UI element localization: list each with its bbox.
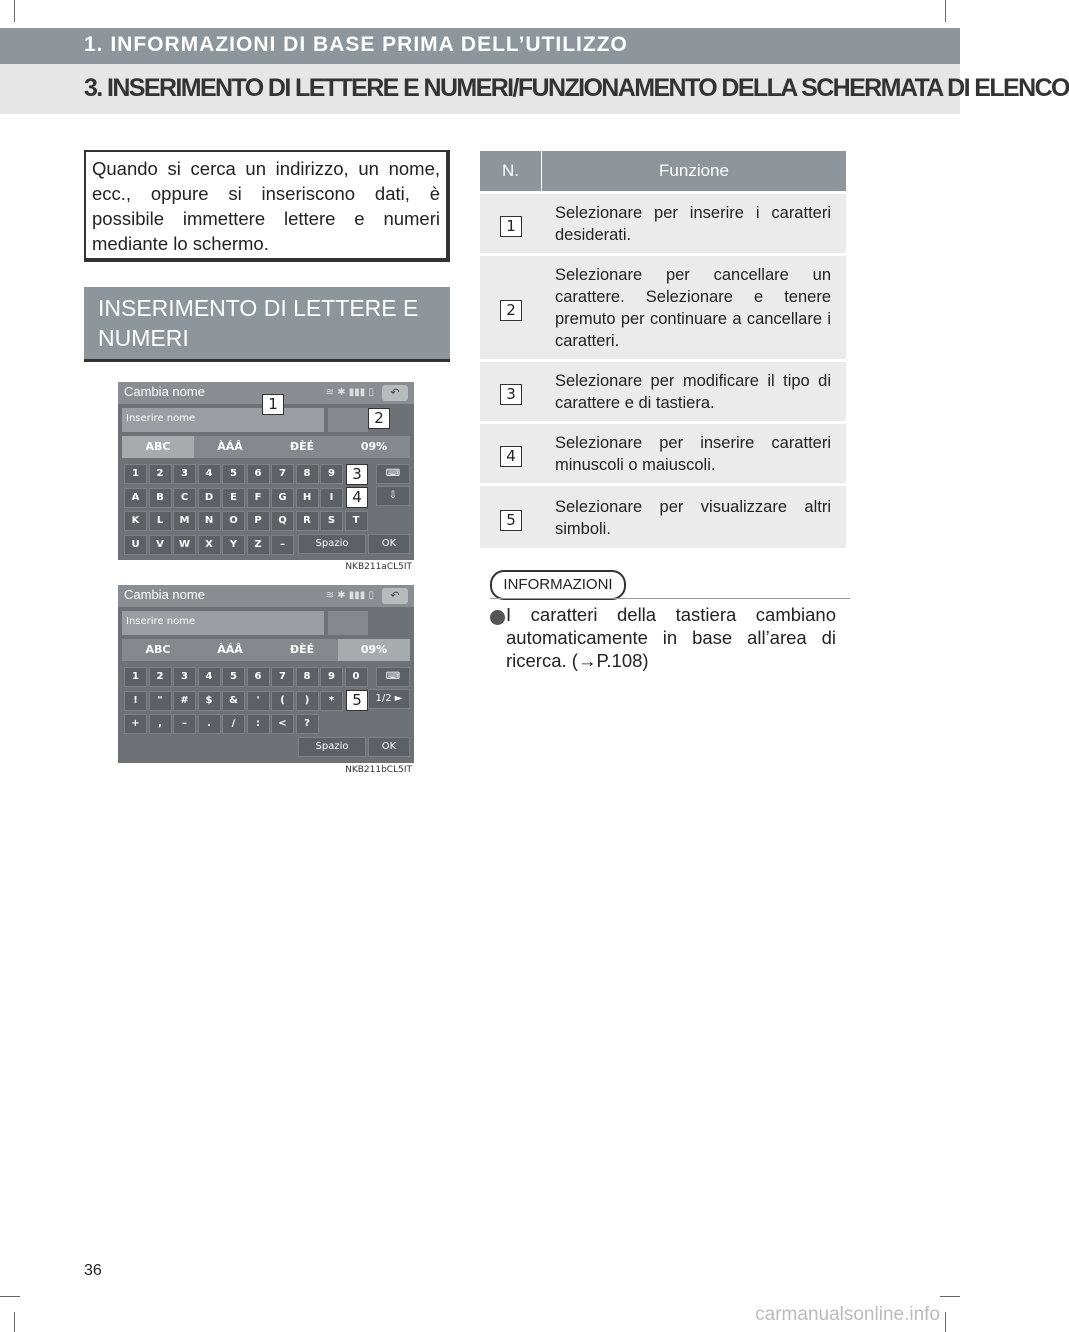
- tab-accented-e[interactable]: ÐÈÉ: [289, 643, 315, 656]
- space-button[interactable]: Spazio: [298, 534, 366, 554]
- crop-mark: [940, 1296, 960, 1297]
- tab-symbols[interactable]: 09%: [338, 639, 410, 661]
- keyboard-key[interactable]: V: [149, 535, 172, 555]
- keyboard-key[interactable]: 8: [296, 667, 319, 687]
- callout-2: 2: [368, 408, 390, 429]
- keyboard-key[interactable]: X: [198, 535, 221, 555]
- keyboard-key[interactable]: N: [198, 511, 221, 531]
- keyboard-type-button[interactable]: ⌨: [376, 667, 410, 687]
- tab-accented-a[interactable]: ÀÁÂ: [217, 440, 243, 453]
- keyboard-key[interactable]: 8: [296, 464, 319, 484]
- shift-button[interactable]: ⇩: [376, 486, 410, 506]
- keyboard-key[interactable]: !: [124, 691, 147, 711]
- keyboard-key[interactable]: R: [296, 511, 319, 531]
- keyboard-key[interactable]: Z: [247, 535, 270, 555]
- delete-button[interactable]: [328, 611, 368, 635]
- keyboard-key[interactable]: *: [320, 691, 343, 711]
- keyboard-key[interactable]: G: [271, 488, 294, 508]
- crop-mark: [14, 1312, 15, 1332]
- keyboard-key[interactable]: <: [271, 714, 294, 734]
- row-text: Selezionare per modificare il tipo di carattere e di tastiera.: [555, 372, 831, 412]
- info-divider: [490, 598, 850, 599]
- keyboard-key[interactable]: ": [149, 691, 172, 711]
- keyboard-key[interactable]: 6: [247, 667, 270, 687]
- row-text: Selezionare per cancellare un carattere. Selezionare e tenere premuto per continuare a cancellare i caratteri.: [555, 266, 831, 350]
- chapter-bar: [0, 28, 960, 64]
- keyboard-tabs: [122, 639, 410, 661]
- keyboard-key[interactable]: 9: [320, 464, 343, 484]
- keyboard-key[interactable]: 2: [149, 667, 172, 687]
- keyboard-type-button[interactable]: ⌨: [376, 464, 410, 484]
- row-text: Selezionare per inserire caratteri minuscoli o maiuscoli.: [555, 434, 831, 474]
- keyboard-key[interactable]: $: [198, 691, 221, 711]
- keyboard-key[interactable]: 0: [345, 667, 368, 687]
- space-button[interactable]: Spazio: [298, 737, 366, 757]
- row-text: Selezionare per visualizzare altri simboli.: [555, 498, 831, 538]
- row-number: 4: [500, 446, 522, 467]
- intro-text: Quando si cerca un indirizzo, un nome, ecc., oppure si inseriscono dati, è possibile immettere lettere e numeri mediante lo schermo.: [92, 158, 440, 254]
- keyboard-key[interactable]: 7: [271, 667, 294, 687]
- keyboard-key[interactable]: (: [271, 691, 294, 711]
- table-header-no: N.: [480, 151, 541, 191]
- keyboard-key[interactable]: 5: [222, 464, 245, 484]
- keyboard-key[interactable]: #: [173, 691, 196, 711]
- back-button[interactable]: ↶: [382, 385, 408, 401]
- tab-accented-e[interactable]: ÐÈÉ: [289, 440, 315, 453]
- keyboard-key[interactable]: E: [222, 488, 245, 508]
- keyboard-key[interactable]: 5: [222, 667, 245, 687]
- keyboard-key[interactable]: 3: [173, 464, 196, 484]
- keyboard-key[interactable]: 2: [149, 464, 172, 484]
- keyboard-key[interactable]: M: [173, 511, 196, 531]
- page-number: 36: [84, 1262, 102, 1279]
- ok-button[interactable]: OK: [368, 737, 410, 757]
- tab-accented-a[interactable]: ÀÁÂ: [217, 643, 243, 656]
- row-number: 5: [500, 510, 522, 531]
- callout-3: 3: [346, 464, 368, 485]
- table-row: [480, 359, 846, 421]
- keyboard-key[interactable]: Y: [222, 535, 245, 555]
- tab-symbols[interactable]: 09%: [360, 440, 388, 453]
- keyboard-key[interactable]: F: [247, 488, 270, 508]
- screenshot-keyboard-letters: [118, 382, 414, 572]
- keyboard-key[interactable]: O: [222, 511, 245, 531]
- name-input-placeholder: Inserire nome: [126, 616, 196, 627]
- keyboard-key[interactable]: ': [247, 691, 270, 711]
- keyboard-key[interactable]: 9: [320, 667, 343, 687]
- keyboard-key[interactable]: /: [222, 714, 245, 734]
- section-heading-text: INSERIMENTO DI LETTERE E NUMERI: [98, 295, 419, 351]
- keyboard-key[interactable]: T: [345, 511, 368, 531]
- keyboard-key[interactable]: ?: [296, 714, 319, 734]
- keyboard-key[interactable]: L: [149, 511, 172, 531]
- keyboard-key[interactable]: ,: [149, 714, 172, 734]
- watermark: carmanualsonline.info: [755, 1304, 940, 1325]
- name-input[interactable]: [122, 611, 324, 635]
- keyboard-key[interactable]: S: [320, 511, 343, 531]
- keyboard-key[interactable]: K: [124, 511, 147, 531]
- info-badge: INFORMAZIONI: [490, 570, 626, 600]
- screen-title: Cambia nome: [124, 384, 205, 399]
- crop-mark: [945, 1312, 946, 1332]
- row-number: 3: [500, 384, 522, 405]
- table-row: [480, 483, 846, 548]
- row-number: 2: [500, 300, 522, 321]
- table-row: [480, 253, 846, 359]
- callout-1: 1: [262, 394, 284, 415]
- screenshot-keyboard-symbols: [118, 585, 414, 775]
- figure-code: NKB211aCL5IT: [345, 562, 412, 572]
- keyboard-key[interactable]: 4: [198, 667, 221, 687]
- bullet-icon: [490, 610, 505, 625]
- back-button[interactable]: ↶: [382, 588, 408, 604]
- crop-mark: [0, 1296, 20, 1297]
- tab-abc[interactable]: ABC: [122, 436, 194, 458]
- row-text: Selezionare per inserire i caratteri desiderati.: [555, 204, 831, 244]
- keyboard-key[interactable]: 1: [124, 667, 147, 687]
- tab-abc[interactable]: ABC: [145, 643, 171, 656]
- keyboard-key[interactable]: &: [222, 691, 245, 711]
- keyboard-key[interactable]: I: [320, 488, 343, 508]
- page-button[interactable]: 1/2 ►: [368, 689, 410, 709]
- crop-mark: [945, 0, 946, 22]
- name-input-placeholder: Inserire nome: [126, 413, 196, 424]
- keyboard-key[interactable]: P: [247, 511, 270, 531]
- callout-5: 5: [346, 690, 368, 711]
- keyboard-key[interactable]: W: [173, 535, 196, 555]
- keyboard-key[interactable]: H: [296, 488, 319, 508]
- keyboard-key[interactable]: –: [173, 714, 196, 734]
- screen-title: Cambia nome: [124, 587, 205, 602]
- intro-box: [84, 150, 450, 262]
- keyboard-key[interactable]: B: [149, 488, 172, 508]
- keyboard-key[interactable]: 3: [173, 667, 196, 687]
- figure-code: NKB211bCL5IT: [345, 765, 412, 775]
- table-row: [480, 421, 846, 483]
- keyboard-key[interactable]: 6: [247, 464, 270, 484]
- status-icons: ≋ ✱ ▮▮▮ ▯: [325, 387, 374, 398]
- keyboard-key[interactable]: 7: [271, 464, 294, 484]
- ok-button[interactable]: OK: [368, 534, 410, 554]
- keyboard-key[interactable]: .: [198, 714, 221, 734]
- keyboard-tabs: [122, 436, 410, 458]
- keyboard-key[interactable]: –: [271, 535, 294, 555]
- keyboard-key[interactable]: U: [124, 535, 147, 555]
- keyboard-key[interactable]: Q: [271, 511, 294, 531]
- section-title: 3. INSERIMENTO DI LETTERE E NUMERI/FUNZIONAMENTO DELLA SCHERMATA DI ELENCO: [84, 74, 1069, 102]
- info-text: I caratteri della tastiera cambiano automaticamente in base all’area di ricerca. (→P.108): [506, 604, 836, 671]
- keyboard-key[interactable]: D: [198, 488, 221, 508]
- delete-button[interactable]: [328, 408, 368, 432]
- name-input[interactable]: [122, 408, 324, 432]
- table-header-function: Funzione: [542, 151, 846, 191]
- keyboard-key[interactable]: :: [247, 714, 270, 734]
- table-row: [480, 191, 846, 253]
- keyboard-key[interactable]: C: [173, 488, 196, 508]
- keyboard-key[interactable]: +: [124, 714, 147, 734]
- keyboard-key[interactable]: 4: [198, 464, 221, 484]
- status-icons: ≋ ✱ ▮▮▮ ▯: [325, 590, 374, 601]
- section-bar: [0, 64, 1069, 114]
- row-number: 1: [500, 216, 522, 237]
- crop-mark: [14, 0, 15, 22]
- chapter-title: 1. INFORMAZIONI DI BASE PRIMA DELL’UTILIZZO: [84, 33, 628, 56]
- keyboard-key[interactable]: 1: [124, 464, 147, 484]
- section-heading: [84, 287, 450, 362]
- keyboard-key[interactable]: A: [124, 488, 147, 508]
- callout-4: 4: [346, 487, 368, 508]
- keyboard-key[interactable]: ): [296, 691, 319, 711]
